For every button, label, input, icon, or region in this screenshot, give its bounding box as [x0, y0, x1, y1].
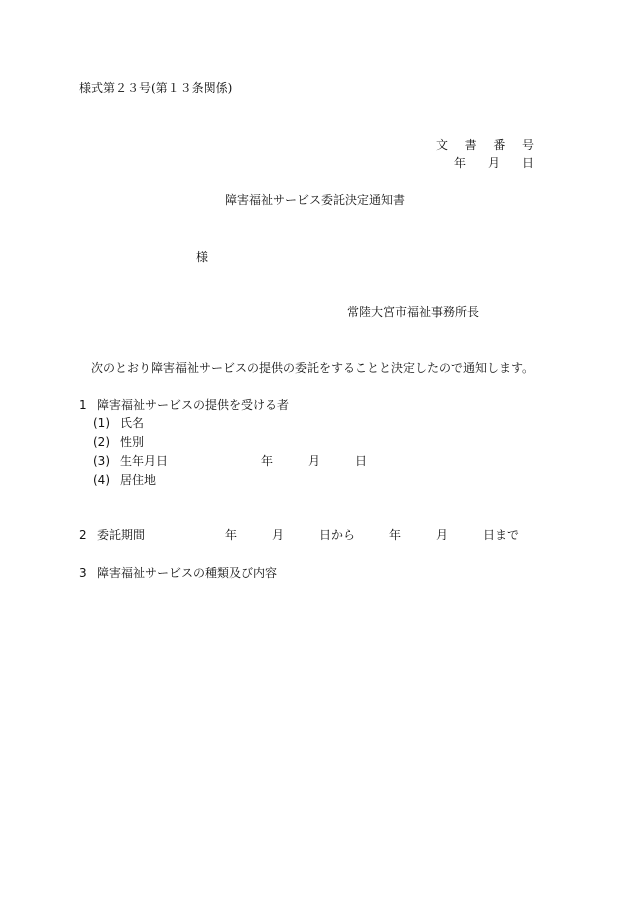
- subitem-number: (3): [93, 454, 110, 468]
- item-label: 委託期間: [97, 528, 146, 542]
- issuer-name: 常陸大宮市福祉事務所長: [347, 305, 480, 319]
- issue-date-day: 日: [521, 156, 534, 170]
- period-from-day: 日から: [319, 528, 356, 542]
- item-number: 1: [79, 398, 87, 412]
- addressee-honorific: 様: [196, 250, 209, 264]
- period-to-year: 年: [389, 528, 402, 542]
- subitem-address: [93, 473, 156, 487]
- item-label: 障害福祉サービスの種類及び内容: [97, 566, 278, 580]
- body-text: 次のとおり障害福祉サービスの提供の委託をすることと決定したので通知します。: [91, 361, 535, 375]
- subitem-label: 居住地: [120, 473, 157, 487]
- item-2-contract-period: [79, 528, 539, 542]
- subitem-label: 氏名: [120, 416, 145, 430]
- form-number: 様式第２３号(第１３条関係): [79, 81, 233, 95]
- subitem-gender: [93, 435, 144, 449]
- item-1-heading: [79, 398, 289, 412]
- item-2-heading: [79, 528, 145, 542]
- period-to-month: 月: [436, 528, 449, 542]
- birthdate-day: 日: [355, 454, 368, 468]
- subitem-name: [93, 416, 144, 430]
- period-from-year: 年: [225, 528, 238, 542]
- birthdate-month: 月: [308, 454, 321, 468]
- doc-number-char: 番: [493, 138, 506, 152]
- subitem-label: 性別: [120, 435, 145, 449]
- item-3-heading: [79, 566, 277, 580]
- subitem-number: (1): [93, 416, 110, 430]
- subitem-number: (4): [93, 473, 110, 487]
- period-to-day: 日まで: [483, 528, 520, 542]
- period-from-month: 月: [272, 528, 285, 542]
- birthdate-year: 年: [261, 454, 274, 468]
- document-number-label: [436, 138, 534, 152]
- subitem-birthdate: [93, 454, 393, 468]
- issue-date-year: 年: [454, 156, 467, 170]
- document-title: 障害福祉サービス委託決定通知書: [225, 193, 406, 207]
- item-label: 障害福祉サービスの提供を受ける者: [97, 398, 290, 412]
- issue-date-month: 月: [487, 156, 500, 170]
- subitem-number: (2): [93, 435, 110, 449]
- subitem-label: 生年月日: [120, 454, 169, 468]
- doc-number-char: 号: [521, 138, 534, 152]
- doc-number-char: 書: [464, 138, 477, 152]
- issue-date: [454, 156, 534, 170]
- item-number: 2: [79, 528, 87, 542]
- item-number: 3: [79, 566, 87, 580]
- doc-number-char: 文: [436, 138, 449, 152]
